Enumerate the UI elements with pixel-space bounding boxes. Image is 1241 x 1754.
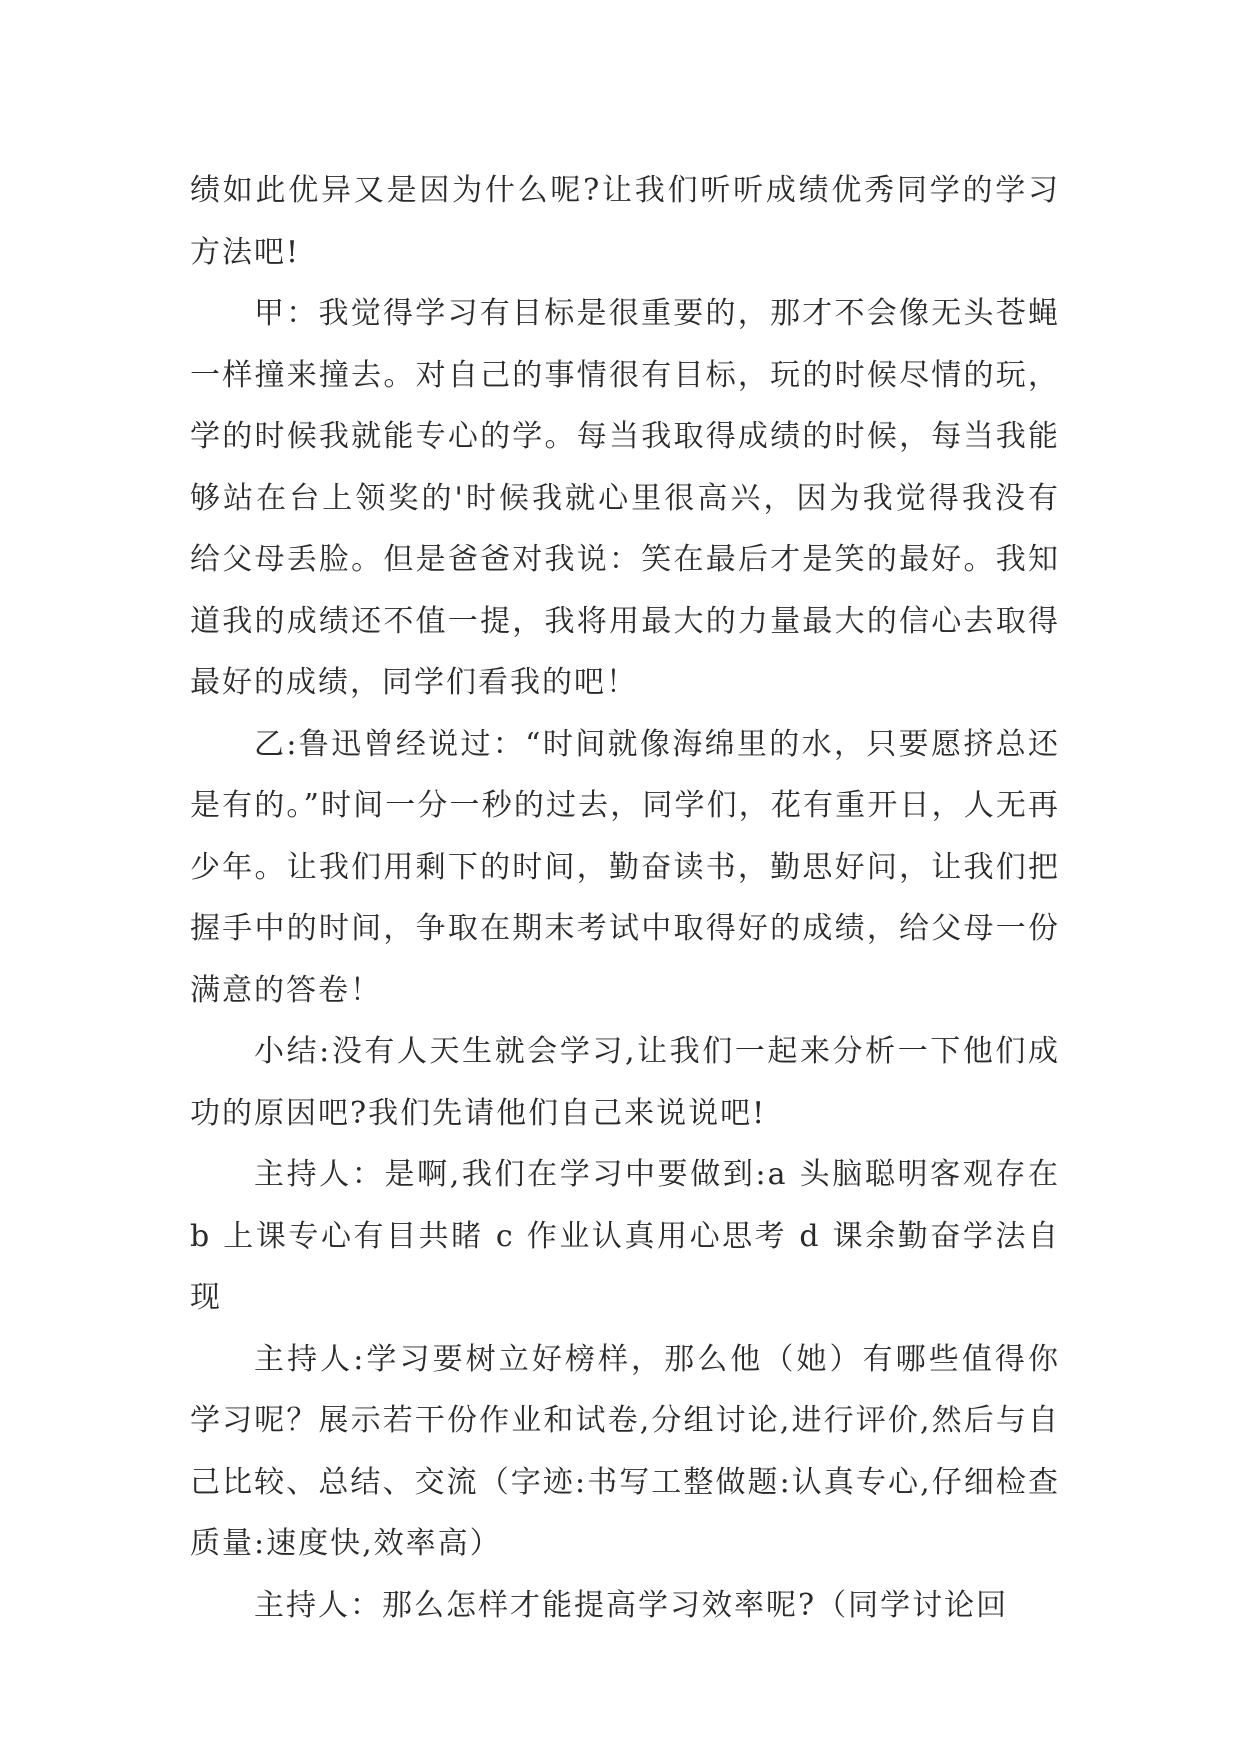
paragraph-host-1: 主持人：是啊,我们在学习中要做到:a 头脑聪明客观存在 b 上课专心有目共睹 c 作业认真用心思考 d 课余勤奋学法自现	[190, 1157, 1060, 1315]
paragraph-host-3: 主持人：那么怎样才能提高学习效率呢?（同学讨论回	[254, 1587, 1009, 1623]
paragraph-continuation: 绩如此优异又是因为什么呢?让我们听听成绩优秀同学的学习方法吧!	[190, 173, 1060, 270]
document-body	[190, 160, 1060, 1636]
paragraph-summary: 小结:没有人天生就会学习,让我们一起来分析一下他们成功的原因吧?我们先请他们自己来说说吧!	[190, 1034, 1060, 1131]
paragraph-host-2: 主持人:学习要树立好榜样，那么他（她）有哪些值得你学习呢？展示若干份作业和试卷,分组讨论,进行评价,然后与自己比较、总结、交流（字迹:书写工整做题:认真专心,仔细检查质量:速度快,效率高）	[190, 1341, 1060, 1561]
paragraph-student-b: 乙:鲁迅曾经说过：“时间就像海绵里的水，只要愿挤总还是有的。”时间一分一秒的过去，同学们，花有重开日，人无再少年。让我们用剩下的时间，勤奋读书，勤思好问，让我们把握手中的时间，争取在期末考试中取得好的成绩，给父母一份满意的答卷！	[190, 726, 1060, 1008]
paragraph-student-a: 甲：我觉得学习有目标是很重要的，那才不会像无头苍蝇一样撞来撞去。对自己的事情很有目标，玩的时候尽情的玩，学的时候我就能专心的学。每当我取得成绩的时候，每当我能够站在台上领奖的'时候我就心里很高兴，因为我觉得我没有给父母丢脸。但是爸爸对我说：笑在最后才是笑的最好。我知道我的成绩还不值一提，我将用最大的力量最大的信心去取得最好的成绩，同学们看我的吧！	[190, 296, 1060, 700]
